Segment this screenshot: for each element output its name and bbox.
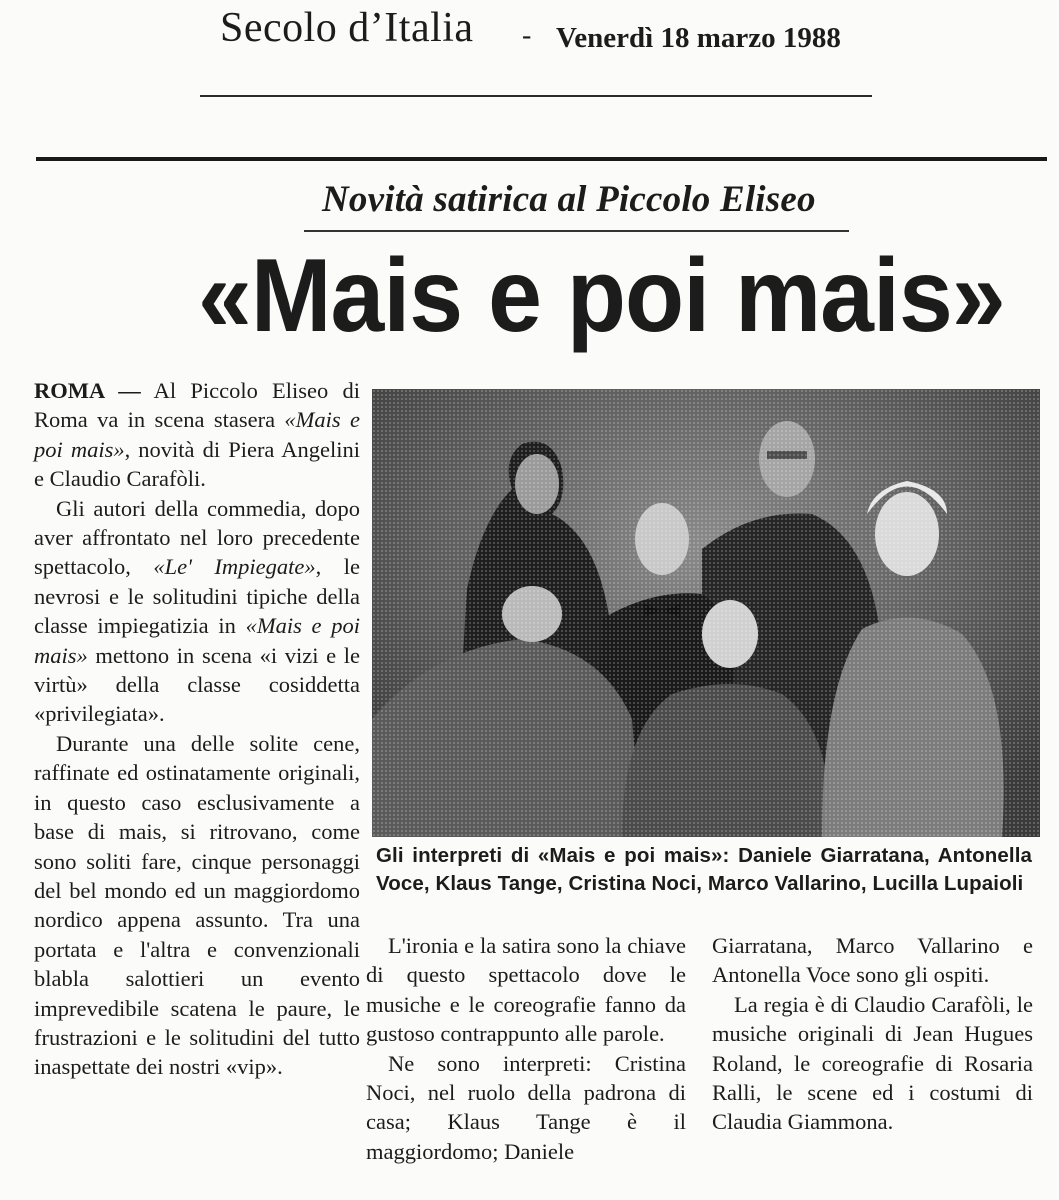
article-column-3 [712,931,1033,1137]
paragraph-2-text-c: mettono in scena «i vizi e le virtù» della classe cosiddetta «privilegiata». [34,642,360,727]
cast-photo [372,389,1040,837]
paragraph-5: Ne sono interpreti: Cristina Noci, nel ruolo della padrona di casa; Klaus Tange è il maggiordomo; Daniele [366,1050,686,1164]
article-headline: «Mais e poi mais» [198,238,1005,354]
masthead [0,4,1059,64]
paragraph-1-text-a: Al Piccolo Eliseo di Roma va in scena stasera [34,378,360,433]
paragraph-2 [34,494,360,729]
paragraph-2-text-a: Gli autori della commedia, dopo aver affrontato nel loro precedente spettacolo, [34,495,360,580]
dateline: ROMA — [34,378,141,403]
paragraph-5-continued: Giarratana, Marco Vallarino e Antonella Voce sono gli ospiti. [712,933,1033,988]
paragraph-4: L'ironia e la satira sono la chiave di questo spettacolo dove le musiche e le coreografie fanno da gustoso contrappunto alle parole. [366,933,686,1047]
paragraph-1 [34,376,360,494]
paragraph-3: Durante una delle solite cene, raffinate ed ostinatamente originali, in questo caso esclusivamente a base di mais, si ritrovano, come sono soliti fare, cinque personaggi del bel mondo ed un maggiordomo nordico appena assunto. Tra una portata e l'altra e convenzionali blabla salottieri un evento imprevedibile scatena le paure, le frustrazioni e le solitudini del tutto inaspettate dei nostri «vip». [34,730,360,1080]
article-column-2 [366,931,686,1166]
play-title-2: «Mais e poi mais» [34,613,360,668]
paragraph-1-text-b: , novità di Piera Angelini e Claudio Carafòli. [34,436,360,492]
photo-caption: Gli interpreti di «Mais e poi mais»: Daniele Giarratana, Antonella Voce, Klaus Tange, Cristina Noci, Marco Vallarino, Lucilla Lupaioli [376,844,1032,895]
paragraph-6: La regia è di Claudio Carafòli, le musiche originali di Jean Hugues Roland, le coreografie di Rosaria Ralli, le scene ed i costumi di Claudia Giammona. [712,991,1033,1135]
newspaper-name: Secolo d’Italia [220,5,474,51]
article-column-1 [34,376,360,1082]
previous-play-title: «Le' Impiegate» [153,554,316,580]
kicker-rule [304,230,849,232]
masthead-separator: - [522,20,532,51]
play-title: «Mais e poi mais» [34,407,360,462]
paragraph-2-text-b: , le nevrosi e le solitudini tipiche della classe impiegatizia in [34,554,360,639]
section-rule [36,157,1047,161]
masthead-rule [200,95,872,97]
article-kicker: Novità satirica al Piccolo Eliseo [322,179,816,220]
issue-date: Venerdì 18 marzo 1988 [556,22,841,54]
